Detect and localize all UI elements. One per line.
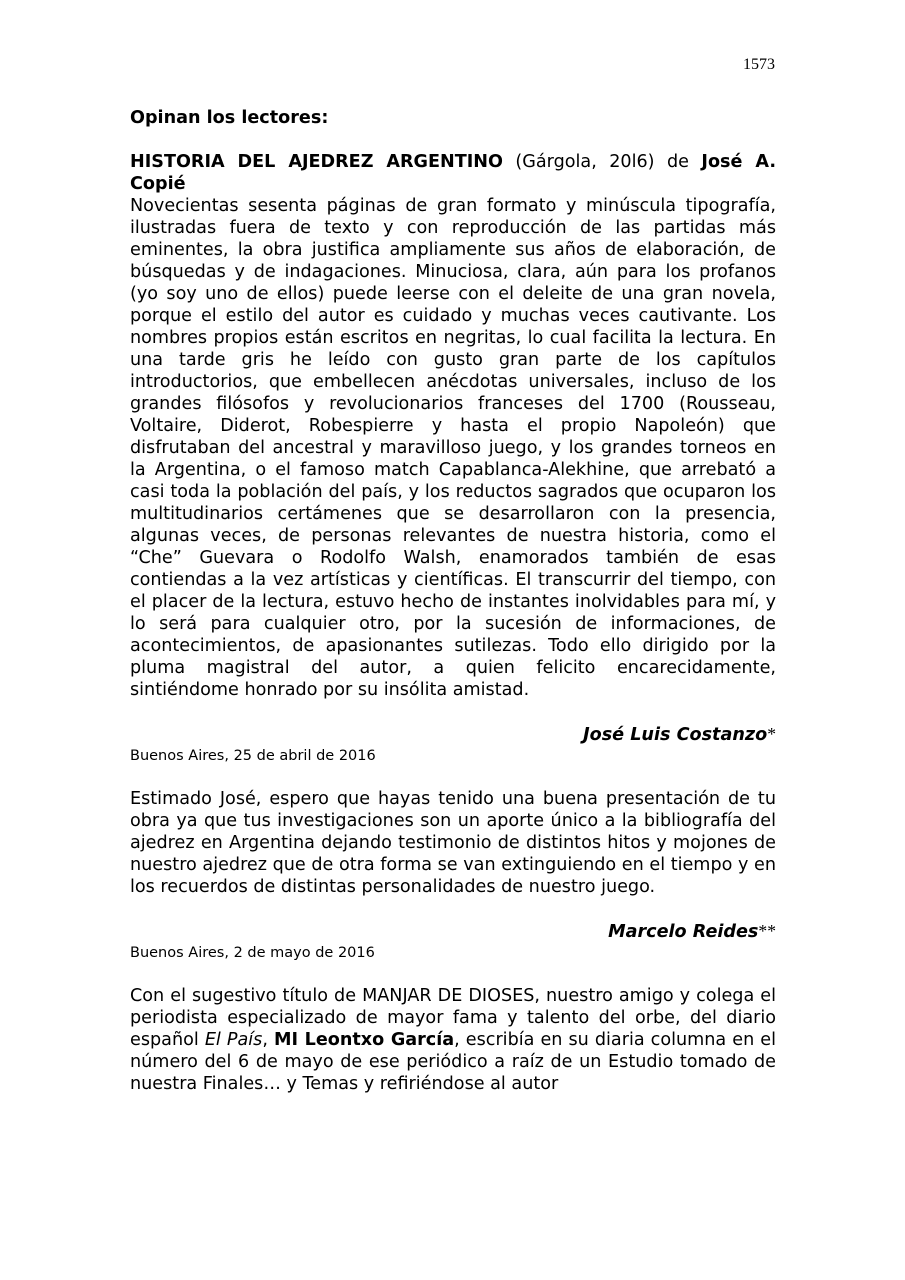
review-2-footnote-mark: ** <box>758 921 776 941</box>
review-3-text-part1: Con el sugestivo título de MANJAR DE DIOSES, nuestro amigo y colega el periodista especializado de mayor fama y talento del orbe, del diario español <box>130 986 776 1050</box>
review-2-text: Estimado José, espero que hayas tenido una buena presentación de tu obra ya que tus investigaciones son un aporte único a la bibliografía del ajedrez en Argentina dejando testimonio de distintos hitos y mojones de nuestro ajedrez que de otra forma se van extinguiendo en el tiempo y en los recuerdos de distintas personalidades de nuestro juego. <box>130 789 776 897</box>
review-3-name: MI Leontxo García <box>273 1030 455 1050</box>
review-1-place-date: Buenos Aires, 25 de abril de 2016 <box>130 748 376 764</box>
page-number: 1573 <box>743 56 775 73</box>
book-publisher-year: (Gárgola, 20l6) <box>515 152 655 172</box>
review-1-footnote-mark: * <box>767 724 776 744</box>
review-2-signature <box>130 920 776 943</box>
review-3-text-part3: , escribía en su diaria columna en el número del 6 de mayo de ese periódico a raíz de un Estudio tomado de nuestra Finales… y Temas y refiriéndose al autor <box>130 1030 777 1094</box>
review-3-text <box>130 985 776 1095</box>
book-connector: de <box>666 152 689 172</box>
review-3-newspaper: El País <box>204 1030 263 1050</box>
book-title: HISTORIA DEL AJEDREZ ARGENTINO <box>130 152 503 172</box>
review-1-text: Novecientas sesenta páginas de gran formato y minúscula tipografía, ilustradas fuera de texto y con reproducción de las partidas más eminentes, la obra justifica ampliamente sus años de elaboración, de búsquedas y de indagaciones. Minuciosa, clara, aún para los profanos (yo soy uno de ellos) puede leerse con el deleite de una gran novela, porque el estilo del autor es cuidado y muchas veces cautivante. Los nombres propios están escritos en negritas, lo cual facilita la lectura. En una tarde gris he leído con gusto gran parte de los capítulos introductorios, que embellecen anécdotas universales, incluso de los grandes filósofos y revolucionarios franceses del 1700 (Rousseau, Voltaire, Diderot, Robespierre y hasta el propio Napoleón) que disfrutaban del ancestral y maravilloso juego, y los grandes torneos en la Argentina, o el famoso match Capablanca-Alekhine, que arrebató a casi toda la población del país, y los reductos sagrados que ocuparon los multitudinarios certámenes que se desarrollaron con la presencia, algunas veces, de personas relevantes de nuestra historia, como el “Che” Guevara o Rodolfo Walsh, enamorados también de esas contiendas a la vez artísticas y científicas. El transcurrir del tiempo, con el placer de la lectura, estuvo hecho de instantes inolvidables para mí, y lo será para cualquier otro, por la sucesión de informaciones, de acontecimientos, de apasionantes sutilezas. Todo ello dirigido por la pluma magistral del autor, a quien felicito encarecidamente, sintiéndome honrado por su insólita amistad. <box>130 196 776 700</box>
book-author: José A. Copié <box>130 152 777 194</box>
book-heading <box>130 151 776 195</box>
review-3-text-part2: , <box>262 1030 274 1050</box>
section-title: Opinan los lectores: <box>130 108 329 128</box>
review-2-signature-name: Marcelo Reides <box>608 922 759 942</box>
review-1-signature-name: José Luis Costanzo <box>583 725 768 745</box>
review-1-signature <box>130 723 776 746</box>
review-2-place-date: Buenos Aires, 2 de mayo de 2016 <box>130 945 375 961</box>
article-body <box>130 107 776 1095</box>
